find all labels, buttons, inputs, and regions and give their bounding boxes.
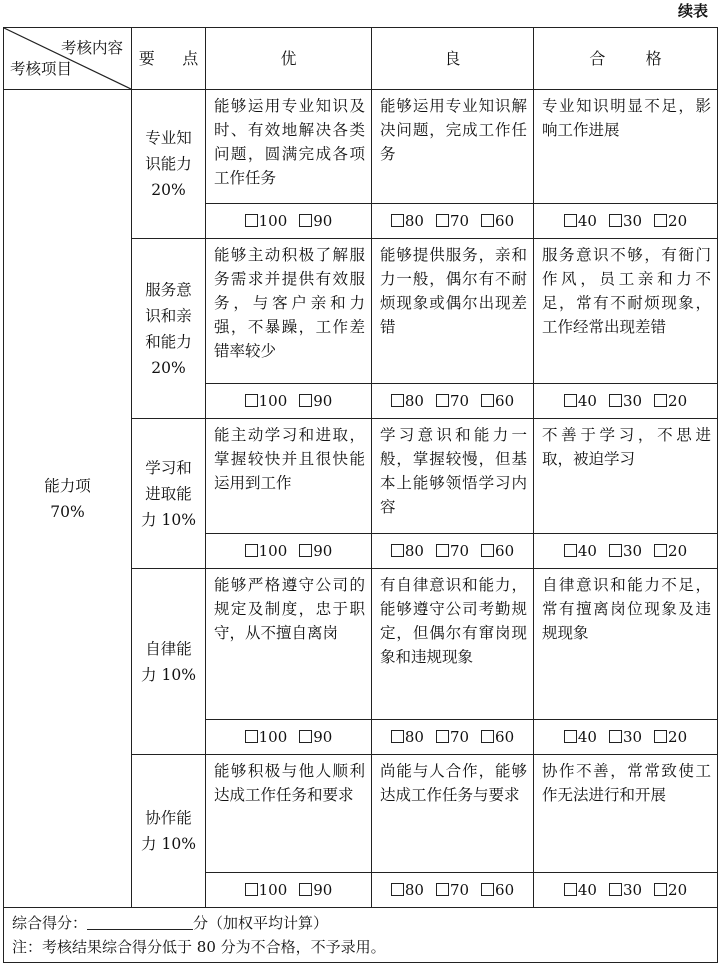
score-options-good xyxy=(372,720,534,755)
key-point-cell xyxy=(132,239,206,419)
key-point-line: 进取能 xyxy=(145,484,192,503)
checkbox-icon[interactable] xyxy=(564,730,577,743)
checkbox-icon[interactable] xyxy=(436,394,449,407)
score-value: 30 xyxy=(622,212,643,230)
score-value: 20 xyxy=(668,392,688,410)
score-options-excellent xyxy=(206,720,372,755)
score-value: 40 xyxy=(577,728,597,746)
score-option[interactable] xyxy=(609,878,642,902)
key-point-line: 服务意 xyxy=(145,280,192,299)
score-option[interactable] xyxy=(481,725,514,749)
checkbox-icon[interactable] xyxy=(391,214,404,227)
score-option[interactable] xyxy=(391,725,424,749)
score-value: 60 xyxy=(495,542,515,560)
checkbox-icon[interactable] xyxy=(481,883,494,896)
score-option[interactable] xyxy=(654,539,687,563)
key-point-line: 协作能 xyxy=(145,809,192,827)
score-value: 20 xyxy=(668,542,688,560)
checkbox-icon[interactable] xyxy=(436,730,449,743)
description-pass: 协作不善，常常致使工作无法进行和开展 xyxy=(534,755,718,873)
score-option[interactable] xyxy=(436,209,469,233)
score-value: 70 xyxy=(449,728,470,746)
key-point-line: 20% xyxy=(151,358,186,377)
checkbox-icon[interactable] xyxy=(654,730,667,743)
checkbox-icon[interactable] xyxy=(654,883,667,896)
score-option[interactable] xyxy=(245,725,288,749)
score-option[interactable] xyxy=(436,539,469,563)
total-score-blank xyxy=(87,913,193,930)
score-option[interactable] xyxy=(609,725,642,749)
checkbox-icon[interactable] xyxy=(245,394,258,407)
score-value: 20 xyxy=(668,728,688,746)
total-score-label: 综合得分： xyxy=(12,914,88,932)
score-value: 70 xyxy=(449,212,470,230)
checkbox-icon[interactable] xyxy=(654,394,667,407)
score-option[interactable] xyxy=(391,539,424,563)
score-value: 100 xyxy=(258,392,288,410)
key-point-line: 自律能 xyxy=(145,639,192,658)
checkbox-icon[interactable] xyxy=(609,544,622,557)
checkbox-icon[interactable] xyxy=(609,394,622,407)
key-point-line: 力 10% xyxy=(141,665,196,684)
score-value: 60 xyxy=(495,881,515,899)
score-option[interactable] xyxy=(245,209,288,233)
checkbox-icon[interactable] xyxy=(564,394,577,407)
checkbox-icon[interactable] xyxy=(609,883,622,896)
description-excellent: 能主动学习和进取，掌握较快并且很快能运用到工作 xyxy=(206,419,372,534)
description-pass: 服务意识不够，有衙门作风，员工亲和力不足，常有不耐烦现象，工作经常出现差错 xyxy=(534,239,718,384)
header-key-point: 要 点 xyxy=(132,28,206,90)
continued-label: 续表 xyxy=(677,2,708,20)
score-value: 30 xyxy=(622,542,643,560)
checkbox-icon[interactable] xyxy=(391,730,404,743)
header-pass: 合 格 xyxy=(534,28,718,90)
checkbox-icon[interactable] xyxy=(391,544,404,557)
score-value: 40 xyxy=(577,212,597,230)
checkbox-icon[interactable] xyxy=(481,214,494,227)
category-cell xyxy=(4,90,132,908)
score-option[interactable] xyxy=(564,389,597,413)
key-point-line: 和能力 xyxy=(145,332,192,351)
assessment-table xyxy=(3,27,718,963)
footer-note: 注：考核结果综合得分低于 80 分为不合格，不予录用。 xyxy=(12,938,386,956)
checkbox-icon[interactable] xyxy=(436,214,449,227)
checkbox-icon[interactable] xyxy=(391,883,404,896)
score-option[interactable] xyxy=(654,389,687,413)
score-option[interactable] xyxy=(654,878,687,902)
score-options-pass xyxy=(534,384,718,419)
score-option[interactable] xyxy=(654,209,687,233)
checkbox-icon[interactable] xyxy=(481,394,494,407)
score-value: 90 xyxy=(313,542,333,560)
score-options-pass xyxy=(534,534,718,569)
description-good: 能够运用专业知识解决问题，完成工作任务 xyxy=(372,90,534,204)
checkbox-icon[interactable] xyxy=(654,544,667,557)
key-point-cell xyxy=(132,755,206,908)
category-name: 能力项 xyxy=(44,476,91,495)
category-weight: 70% xyxy=(50,502,85,521)
description-pass: 不善于学习，不思进取，被迫学习 xyxy=(534,419,718,534)
score-option[interactable] xyxy=(436,389,469,413)
score-option[interactable] xyxy=(245,389,288,413)
key-point-line: 学习和 xyxy=(145,458,192,477)
description-excellent: 能够主动积极了解服务需求并提供有效服务，与客户亲和力强，不暴躁，工作差错率较少 xyxy=(206,239,372,384)
score-option[interactable] xyxy=(481,389,514,413)
checkbox-icon[interactable] xyxy=(564,544,577,557)
checkbox-icon[interactable] xyxy=(609,214,622,227)
score-value: 100 xyxy=(258,881,288,899)
score-value: 90 xyxy=(313,881,333,899)
score-value: 20 xyxy=(668,212,688,230)
criteria-row xyxy=(4,90,718,204)
score-option[interactable] xyxy=(391,209,424,233)
description-excellent: 能够运用专业知识及时、有效地解决各类问题，圆满完成各项工作任务 xyxy=(206,90,372,204)
score-options-good xyxy=(372,204,534,239)
diagonal-header-cell xyxy=(4,28,132,90)
score-value: 60 xyxy=(495,392,515,410)
score-options-pass xyxy=(534,720,718,755)
header-item-label: 考核项目 xyxy=(10,60,73,78)
description-pass: 自律意识和能力不足，常有擅离岗位现象及违规现象 xyxy=(534,569,718,720)
score-options-pass xyxy=(534,204,718,239)
score-value: 40 xyxy=(577,542,597,560)
total-score-suffix: 分（加权平均计算） xyxy=(193,914,329,932)
score-option[interactable] xyxy=(481,209,514,233)
checkbox-icon[interactable] xyxy=(245,730,258,743)
key-point-cell xyxy=(132,569,206,755)
score-option[interactable] xyxy=(245,539,288,563)
score-options-excellent xyxy=(206,204,372,239)
checkbox-icon[interactable] xyxy=(299,883,312,896)
header-good: 良 xyxy=(372,28,534,90)
key-point-cell xyxy=(132,419,206,569)
checkbox-icon[interactable] xyxy=(299,214,312,227)
score-option[interactable] xyxy=(299,539,332,563)
header-content-label: 考核内容 xyxy=(60,39,123,57)
score-options-excellent xyxy=(206,384,372,419)
description-excellent: 能够积极与他人顺利达成工作任务和要求 xyxy=(206,755,372,873)
checkbox-icon[interactable] xyxy=(245,214,258,227)
score-options-excellent xyxy=(206,534,372,569)
key-point-line: 专业知 xyxy=(145,129,192,147)
score-value: 80 xyxy=(404,728,424,746)
score-value: 100 xyxy=(258,542,288,560)
score-options-good xyxy=(372,384,534,419)
score-option[interactable] xyxy=(299,209,332,233)
total-score-line xyxy=(12,911,709,935)
score-option[interactable] xyxy=(564,725,597,749)
key-point-line: 识和亲 xyxy=(145,306,192,325)
score-option[interactable] xyxy=(564,209,597,233)
score-option[interactable] xyxy=(391,389,424,413)
score-option[interactable] xyxy=(609,209,642,233)
score-value: 70 xyxy=(449,542,470,560)
score-value: 80 xyxy=(404,392,424,410)
checkbox-icon[interactable] xyxy=(245,883,258,896)
checkbox-icon[interactable] xyxy=(436,544,449,557)
score-value: 60 xyxy=(495,212,515,230)
header-excellent: 优 xyxy=(206,28,372,90)
footer-cell xyxy=(4,908,718,963)
checkbox-icon[interactable] xyxy=(245,544,258,557)
score-option[interactable] xyxy=(436,878,469,902)
score-options-good xyxy=(372,873,534,908)
key-point-cell xyxy=(132,90,206,239)
checkbox-icon[interactable] xyxy=(481,730,494,743)
score-value: 70 xyxy=(449,392,470,410)
score-value: 20 xyxy=(668,881,688,899)
key-point-line: 20% xyxy=(151,181,186,199)
description-excellent: 能够严格遵守公司的规定及制度，忠于职守，从不擅自离岗 xyxy=(206,569,372,720)
score-value: 30 xyxy=(622,392,643,410)
score-value: 90 xyxy=(313,212,333,230)
score-value: 100 xyxy=(258,728,288,746)
score-value: 70 xyxy=(449,881,470,899)
score-options-pass xyxy=(534,873,718,908)
score-value: 30 xyxy=(622,728,643,746)
score-option[interactable] xyxy=(609,539,642,563)
score-option[interactable] xyxy=(299,389,332,413)
checkbox-icon[interactable] xyxy=(391,394,404,407)
score-value: 90 xyxy=(313,728,333,746)
checkbox-icon[interactable] xyxy=(299,544,312,557)
key-point-line: 力 10% xyxy=(141,835,196,853)
score-option[interactable] xyxy=(481,878,514,902)
score-value: 30 xyxy=(622,881,643,899)
description-good: 有自律意识和能力，能够遵守公司考勤规定，但偶尔有窜岗现象和违规现象 xyxy=(372,569,534,720)
score-option[interactable] xyxy=(564,878,597,902)
checkbox-icon[interactable] xyxy=(436,883,449,896)
score-options-excellent xyxy=(206,873,372,908)
score-value: 40 xyxy=(577,881,597,899)
score-option[interactable] xyxy=(299,878,332,902)
score-value: 80 xyxy=(404,212,424,230)
header-row xyxy=(4,28,718,90)
checkbox-icon[interactable] xyxy=(481,544,494,557)
description-good: 能够提供服务，亲和力一般，偶尔有不耐烦现象或偶尔出现差错 xyxy=(372,239,534,384)
checkbox-icon[interactable] xyxy=(564,883,577,896)
key-point-line: 力 10% xyxy=(141,510,196,529)
score-option[interactable] xyxy=(481,539,514,563)
key-point-line: 识能力 xyxy=(145,155,192,173)
score-value: 80 xyxy=(404,881,424,899)
checkbox-icon[interactable] xyxy=(609,730,622,743)
score-option[interactable] xyxy=(245,878,288,902)
checkbox-icon[interactable] xyxy=(564,214,577,227)
checkbox-icon[interactable] xyxy=(654,214,667,227)
score-option[interactable] xyxy=(564,539,597,563)
score-option[interactable] xyxy=(436,725,469,749)
score-value: 100 xyxy=(258,212,288,230)
score-options-good xyxy=(372,534,534,569)
score-option[interactable] xyxy=(654,725,687,749)
description-good: 尚能与人合作，能够达成工作任务与要求 xyxy=(372,755,534,873)
description-pass: 专业知识明显不足，影响工作进展 xyxy=(534,90,718,204)
checkbox-icon[interactable] xyxy=(299,730,312,743)
score-option[interactable] xyxy=(299,725,332,749)
score-value: 60 xyxy=(495,728,515,746)
score-value: 40 xyxy=(577,392,597,410)
score-option[interactable] xyxy=(391,878,424,902)
description-good: 学习意识和能力一般，掌握较慢，但基本上能够领悟学习内容 xyxy=(372,419,534,534)
footer-row xyxy=(4,908,718,963)
score-value: 80 xyxy=(404,542,424,560)
score-value: 90 xyxy=(313,392,333,410)
score-option[interactable] xyxy=(609,389,642,413)
checkbox-icon[interactable] xyxy=(299,394,312,407)
